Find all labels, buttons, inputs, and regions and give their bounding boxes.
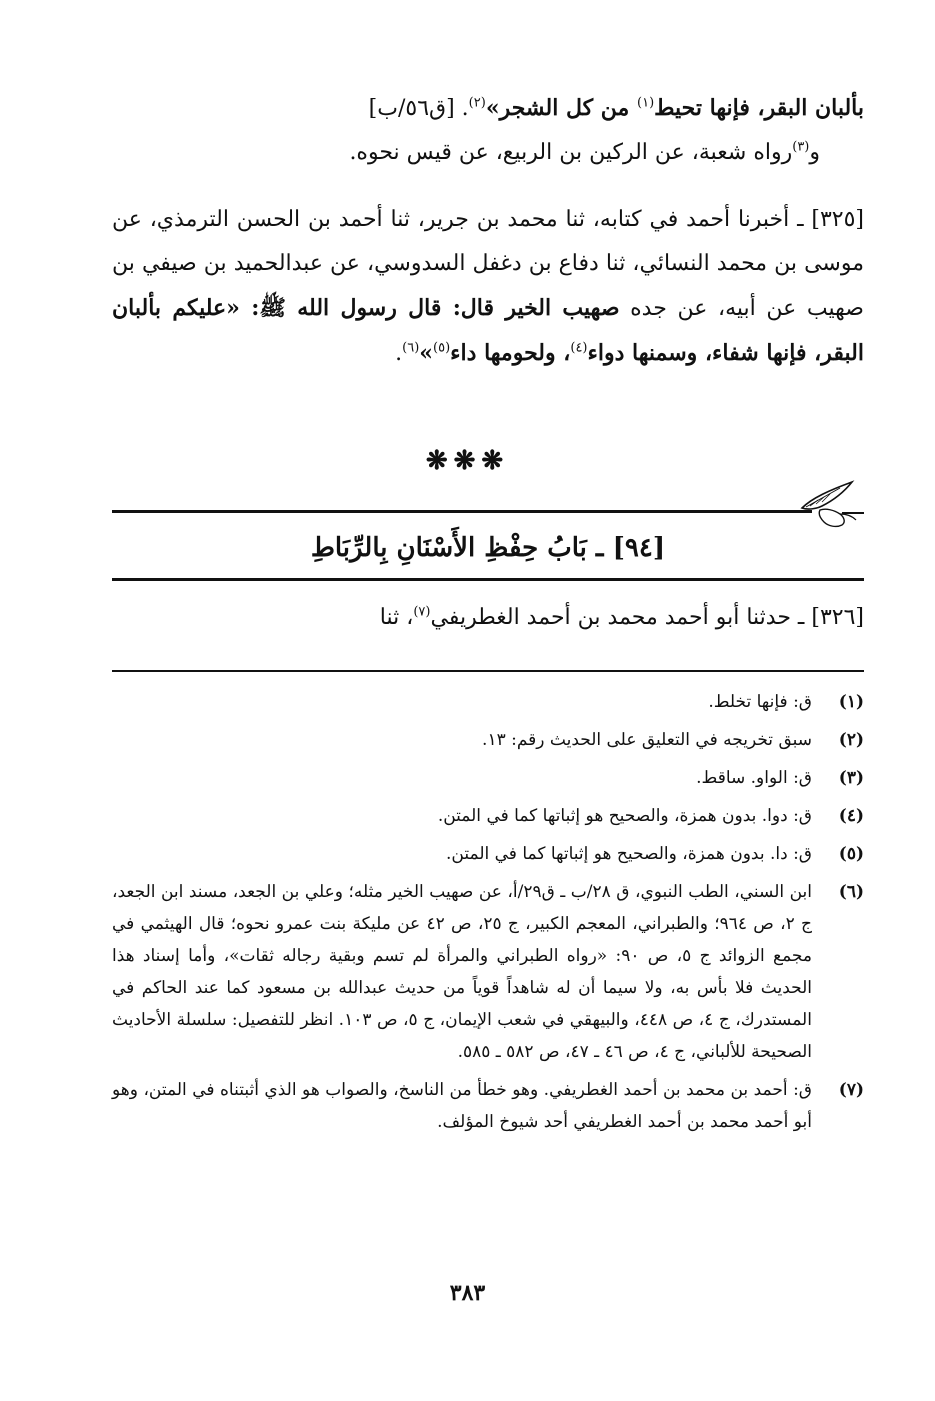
footnote-separator — [112, 670, 864, 672]
hadith-326-paragraph: [٣٢٦] ـ حدثنا أبو أحمد محمد بن أحمد الغطريفي$^{(٧)}$، ثنا — [379, 604, 864, 630]
continuation-line-1: بألبان البقر، فإنها تحيط$^{(١)}$ من كل الشجر»$^{(٢)}$. [ق٥٦/ب] — [368, 95, 864, 121]
page-number: ٣٨٣ — [449, 1280, 486, 1306]
chapter-top-rule — [112, 510, 812, 513]
footnote-2: (٢) سبق تخريجه في التعليق على الحديث رقم: ١٣. — [482, 730, 864, 750]
footnote-1: (١) ق: فإنها تخلط. — [708, 692, 864, 712]
footnote-3: (٣) ق: الواو. ساقط. — [696, 768, 864, 788]
footnotes-list — [112, 686, 864, 1144]
continuation-paragraph — [112, 86, 864, 175]
footnote-4: (٤) ق: دوا. بدون همزة، والصحيح هو إثباتها كما في المتن. — [437, 806, 864, 826]
footnote-5: (٥) ق: دا. بدون همزة، والصحيح هو إثباتها كما في المتن. — [446, 844, 864, 864]
chapter-bottom-rule — [112, 578, 864, 581]
chapter-title: [٩٤] ـ بَابُ حِفْظِ الأَسْنَانِ بِالرِّبَاطِ — [310, 533, 666, 563]
continuation-line-2: و$^{(٣)}$رواه شعبة، عن الركين بن الربيع، عن قيس نحوه. — [349, 139, 820, 165]
hadith-325-paragraph: [٣٢٥] ـ أخبرنا أحمد في كتابه، ثنا محمد بن جرير، ثنا أحمد بن الحسن الترمذي، عن موسى بن محمد النسائي، ثنا دفاع بن دغفل السدوسي، عن عبدالحميد بن صيفي بن صهيب عن أبيه، عن جده صهيب الخير قال: قال رسول الله ﷺ: «عليكم بألبان البقر، فإنها شفاء، وسمنها دواء$^{(٤)}$، ولحومها داء$^{(٥)}$»$^{(٦)}$. — [112, 207, 864, 366]
footnote-7: (٧) ق: أحمد بن محمد بن أحمد الغطريفي. وهو خطأ من الناسخ، والصواب هو الذي أثبتناه في المتن، وهو أبو أحمد محمد بن أحمد الغطريفي أحد شيوخ المؤلف. — [112, 1080, 864, 1132]
footnote-6: (٦) ابن السني، الطب النبوي، ق ٢٨/ب ـ ق٢٩/أ، عن صهيب الخير مثله؛ وعلي بن الجعد، مسند ابن الجعد، ج ٢، ص ٩٦٤؛ والطبراني، المعجم الكبير، ج ٢٥، ص ٤٢ عن مليكة بنت عمرو نحوه؛ قال الهيثمي في مجمع الزوائد ج ٥، ص ٩٠: «رواه الطبراني والمرأة لم تسم وبقية رجاله ثقات»، وأما إسناد هذا الحديث فلا بأس به، ولا سيما أن له شاهداً قوياً من حديث عبدالله بن مسعود كما عند الحاكم في المستدرك، ج ٤، ص ٤٤٨، والبيهقي في شعب الإيمان، ج ٥، ص ١٠٣. انظر للتفصيل: سلسلة الأحاديث الصحيحة للألباني، ج ٤، ص ٤٦ ـ ٤٧، ص ٥٨٢ ـ ٥٨٥. — [112, 882, 864, 1062]
section-separator-stars: ❋❋❋ — [425, 446, 510, 476]
